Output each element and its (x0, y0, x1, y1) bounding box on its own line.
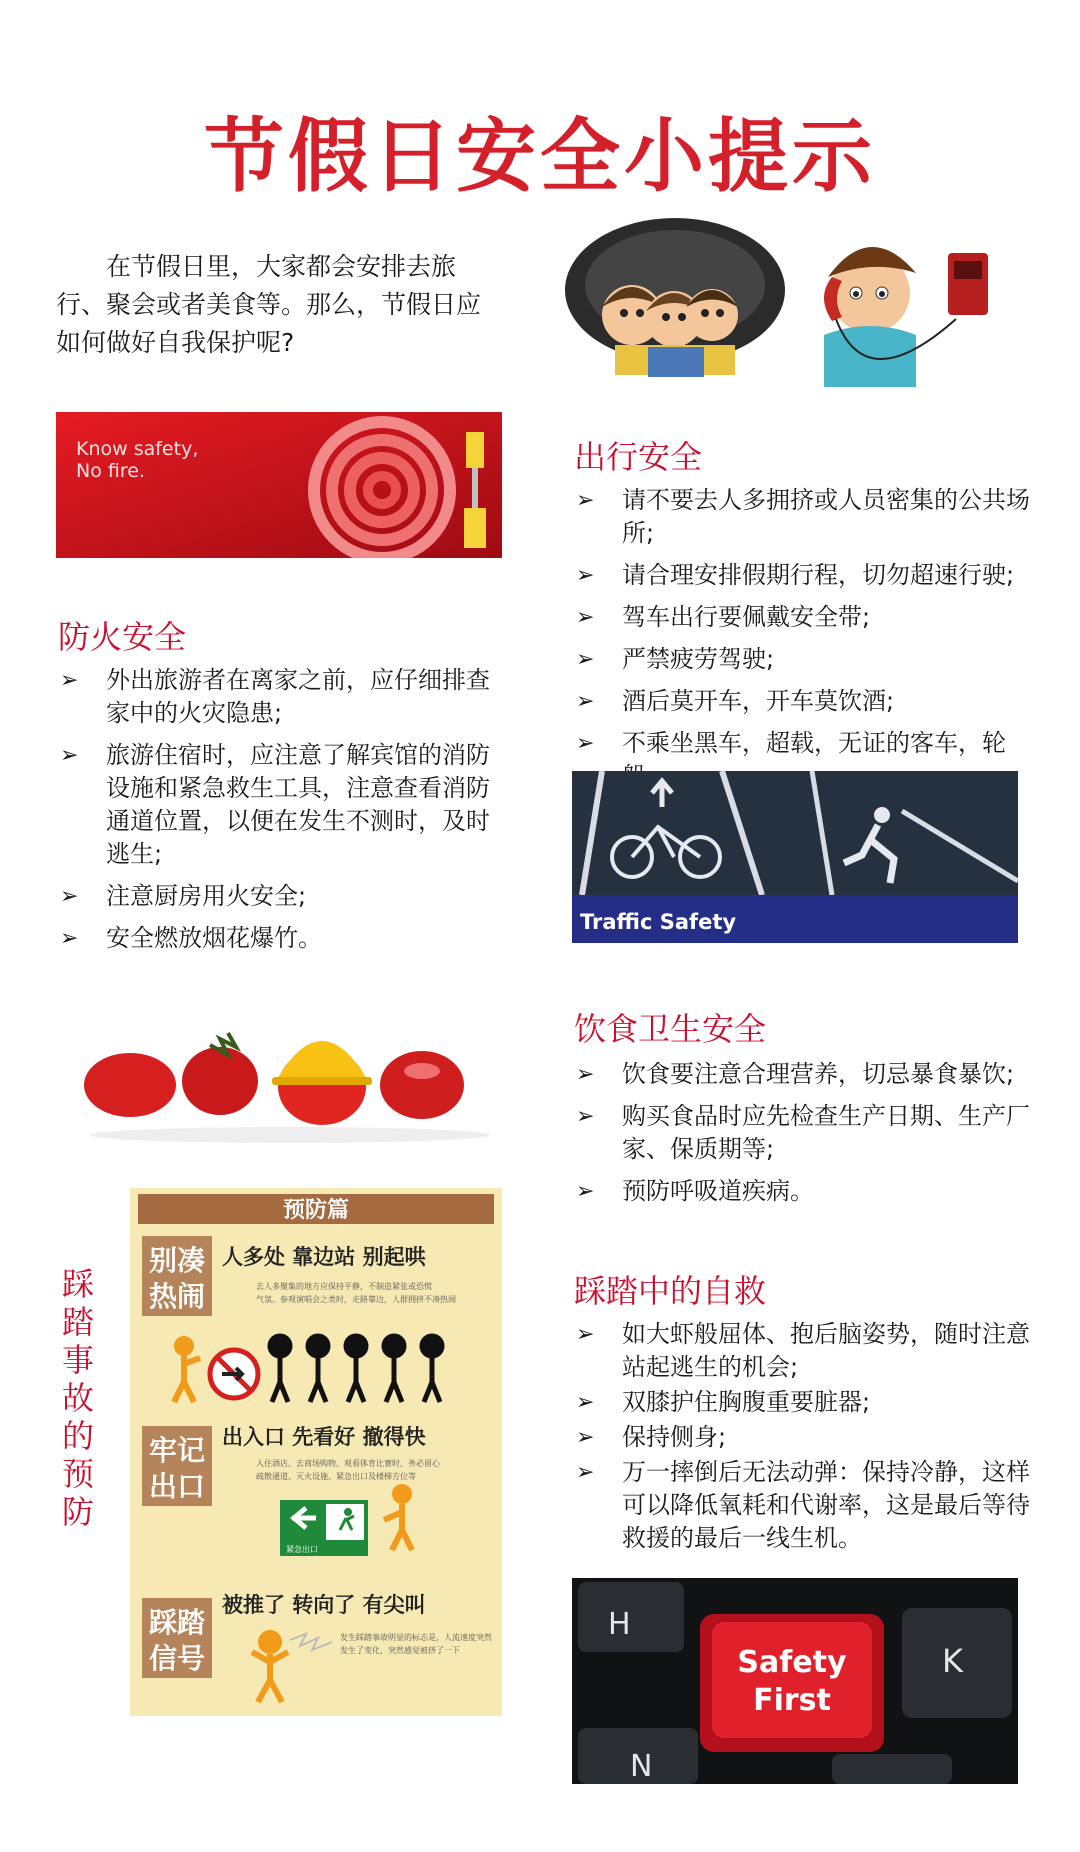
fire-banner-line1: Know safety, (76, 438, 199, 460)
poster-note-3b: 发生了变化，突然感觉被挤了一下 (340, 1646, 460, 1655)
poster-note-1a: 去人多聚集的地方应保持平静，不制造紧张或恐慌 (256, 1282, 432, 1291)
arrow-bullet-icon: ➢ (576, 563, 595, 588)
arrow-bullet-icon: ➢ (576, 647, 595, 672)
travel-list (574, 484, 1036, 802)
poster-badge-3-line1: 踩踏 (148, 1606, 206, 1639)
list-item: ➢ 注意厨房用火安全; (58, 880, 510, 913)
list-item: ➢ 安全燃放烟花爆竹。 (58, 922, 510, 955)
stampede-prevention-poster (130, 1188, 502, 1716)
food-section-title: 饮食卫生安全 (574, 1010, 767, 1048)
cartoon-kids-illustration (560, 215, 1000, 400)
arrow-bullet-icon: ➢ (576, 1104, 595, 1129)
list-item: ➢ 驾车出行要佩戴安全带; (574, 601, 1036, 634)
poster-exit-label: 紧急出口 (286, 1545, 318, 1554)
key-safety-line2: First (753, 1683, 831, 1718)
poster-badge-2-line1: 牢记 (148, 1434, 206, 1467)
arrow-bullet-icon: ➢ (576, 1322, 595, 1347)
arrow-bullet-icon: ➢ (576, 1460, 595, 1485)
arrow-bullet-icon: ➢ (576, 1425, 595, 1450)
fire-list (58, 664, 510, 964)
list-item: ➢ 预防呼吸道疾病。 (574, 1175, 1036, 1208)
list-item: ➢ 外出旅游者在离家之前，应仔细排查家中的火灾隐患; (60, 666, 490, 727)
fire-hose-banner (56, 412, 502, 558)
food-list (574, 1058, 1036, 1217)
poster-note-2a: 入住酒店、去商场购物、观看体育比赛时，务必留心 (256, 1459, 440, 1468)
stampede-prevention-vertical-label: 踩踏事故的预防 (61, 1265, 94, 1531)
list-item: ➢ 酒后莫开车，开车莫饮酒; (574, 685, 1036, 718)
poster-badge-3-line2: 信号 (148, 1642, 206, 1675)
poster-headline-2: 出入口 先看好 撤得快 (222, 1425, 426, 1449)
arrow-bullet-icon: ➢ (576, 1390, 595, 1415)
arrow-bullet-icon: ➢ (60, 884, 79, 909)
key-safety-line1: Safety (737, 1645, 847, 1680)
traffic-safety-caption: Traffic Safety (580, 910, 737, 934)
fire-banner-caption (76, 438, 198, 482)
list-item: ➢ 万一摔倒后无法动弹：保持冷静，这样可以降低氧耗和代谢率，这是最后等待救援的最后一线生机。 (576, 1458, 1030, 1552)
poster-note-3a: 发生踩踏事故明显的标志是，人流速度突然 (340, 1633, 492, 1642)
list-item: ➢ 严禁疲劳驾驶; (574, 643, 1036, 676)
list-item: ➢ 请合理安排假期行程，切勿超速行驶; (574, 559, 1036, 592)
list-item: ➢ 保持侧身; (574, 1421, 1036, 1454)
poster-header: 预防篇 (282, 1198, 350, 1223)
poster-badge-1-line1: 别凑 (148, 1244, 206, 1277)
list-item: ➢ 如大虾般屈体、抱后脑姿势，随时注意站起逃生的机会; (576, 1320, 1030, 1381)
list-item: ➢ 不乘坐黑车，超载，无证的客车，轮 (574, 727, 1036, 793)
key-h-label: H (608, 1607, 631, 1642)
stampede-section-title: 踩踏中的自救 (574, 1272, 767, 1310)
traffic-safety-photo (572, 771, 1018, 943)
poster-note-2b: 疏散通道、灭火设施、紧急出口及楼梯方位等 (256, 1472, 416, 1481)
arrow-bullet-icon: ➢ (60, 926, 79, 951)
list-item: ➢ 请不要去人多拥挤或人员密集的公共场所; (576, 486, 1030, 547)
intro-paragraph: 在节假日里，大家都会安排去旅行、聚会或者美食等。那么，节假日应如何做好自我保护呢? (56, 252, 482, 357)
key-n-label: N (630, 1749, 653, 1784)
arrow-bullet-icon: ➢ (576, 689, 595, 714)
arrow-bullet-icon: ➢ (60, 743, 79, 768)
tomato-helmet-illustration (70, 985, 510, 1145)
arrow-bullet-icon: ➢ (576, 605, 595, 630)
poster-headline-3: 被推了 转向了 有尖叫 (222, 1593, 426, 1617)
poster-note-1b: 气氛。参观演唱会之类时，走路靠边，人群拥挤不凑热闹 (256, 1295, 456, 1304)
list-item: ➢ 双膝护住胸腹重要脏器; (574, 1386, 1036, 1419)
list-item: ➢ 饮食要注意合理营养，切忌暴食暴饮; (574, 1058, 1036, 1091)
list-item: ➢ 购买食品时应先检查生产日期、生产厂家、保质期等; (576, 1102, 1030, 1163)
key-k-label: K (942, 1642, 963, 1680)
poster-badge-2-line2: 出口 (148, 1470, 206, 1503)
poster-headline-1: 人多处 靠边站 别起哄 (222, 1245, 426, 1269)
arrow-bullet-icon: ➢ (576, 731, 595, 756)
page-title: 节假日安全小提示 (204, 110, 876, 203)
arrow-bullet-icon: ➢ (60, 668, 79, 693)
fire-banner-line2: No fire. (76, 460, 145, 482)
arrow-bullet-icon: ➢ (576, 1179, 595, 1204)
fire-section-title: 防火安全 (58, 618, 187, 656)
safety-first-keyboard-photo (572, 1578, 1018, 1784)
arrow-bullet-icon: ➢ (576, 1062, 595, 1087)
arrow-bullet-icon: ➢ (576, 488, 595, 513)
travel-section-title: 出行安全 (574, 438, 703, 476)
list-item: ➢ 旅游住宿时，应注意了解宾馆的消防设施和紧急救生工具，注意查看消防通道位置，以便在发生不测时，及时逃生; (60, 741, 490, 868)
poster-badge-1-line2: 热闹 (148, 1280, 206, 1313)
stampede-list (574, 1318, 1036, 1557)
